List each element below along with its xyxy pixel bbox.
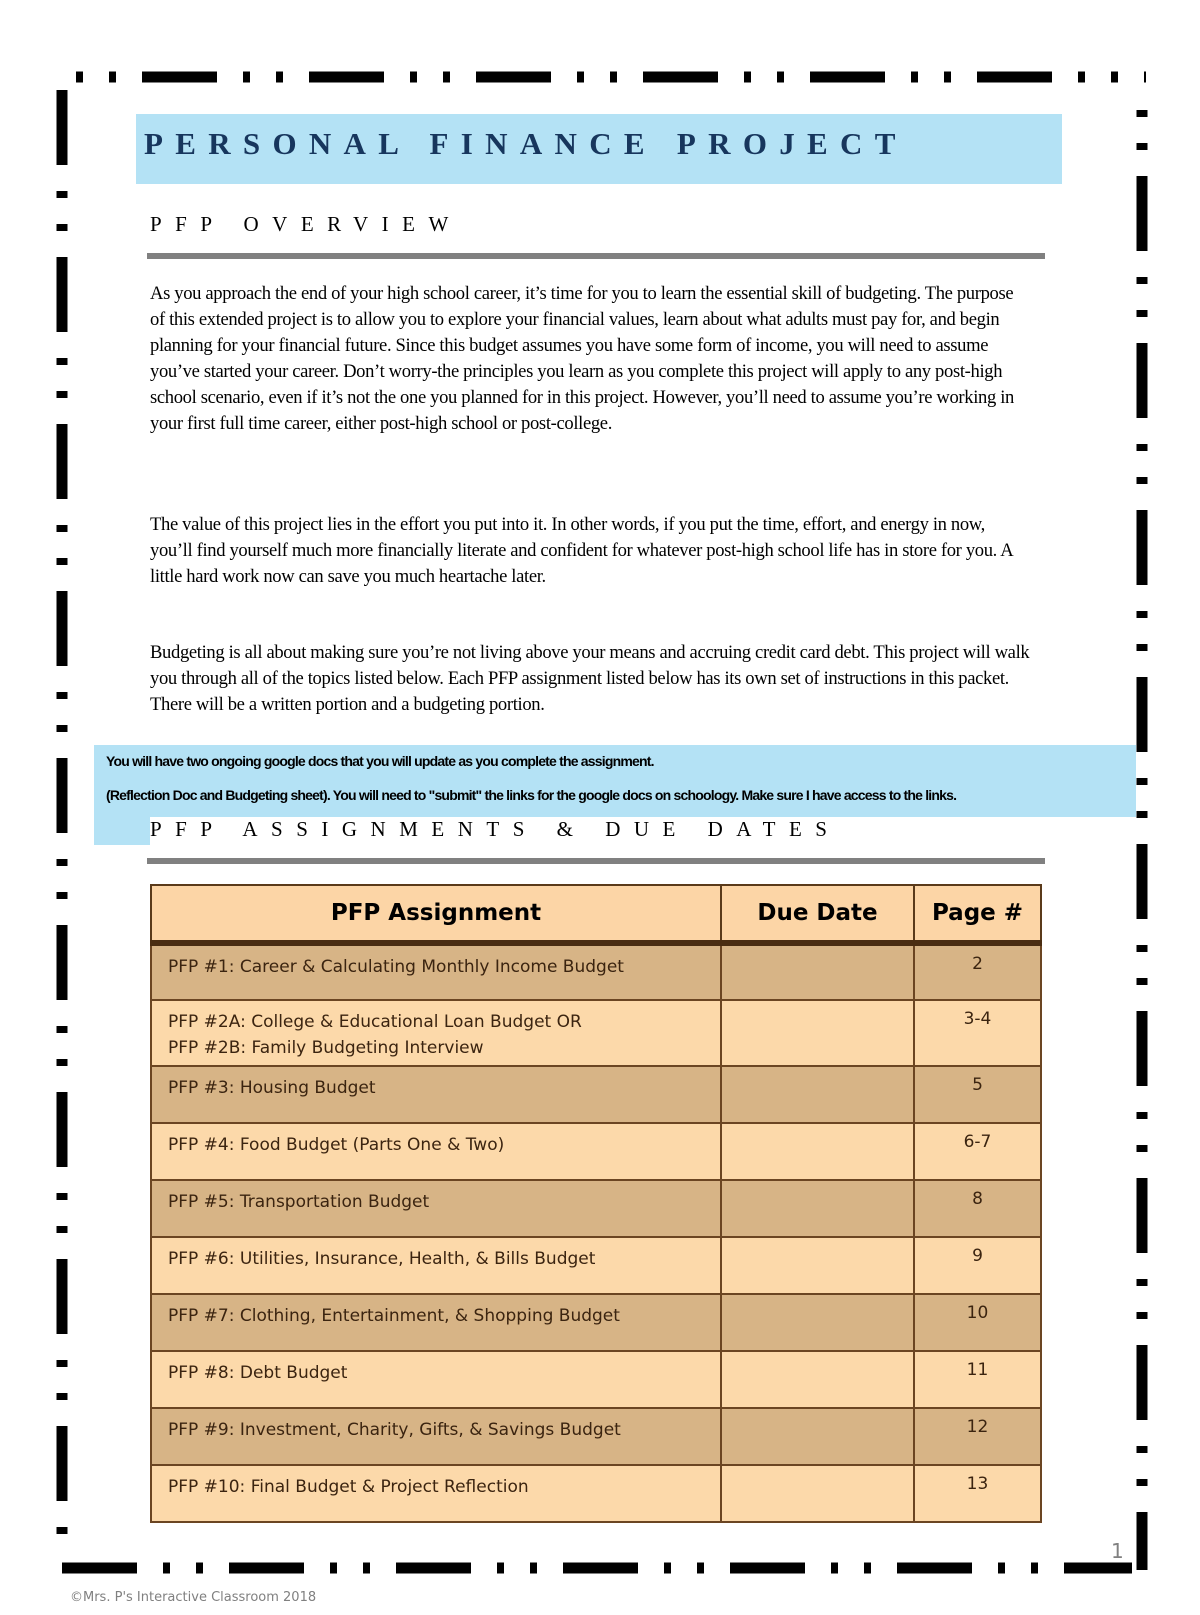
table-header-row xyxy=(151,885,1041,943)
assignments-table xyxy=(150,884,1042,1523)
page-cell: 8 xyxy=(914,1180,1041,1237)
table-row xyxy=(151,1408,1041,1465)
due-date-cell xyxy=(721,943,914,1000)
column-header-page: Page # xyxy=(914,885,1041,943)
due-date-cell xyxy=(721,1351,914,1408)
due-date-cell xyxy=(721,1237,914,1294)
page-cell: 2 xyxy=(914,943,1041,1000)
page-number: 1 xyxy=(1111,1539,1124,1563)
due-date-cell xyxy=(721,1294,914,1351)
table-row xyxy=(151,1465,1041,1522)
assignment-name: PFP #10: Final Budget & Project Reflection xyxy=(168,1477,529,1497)
table-row xyxy=(151,943,1041,1000)
table-row xyxy=(151,1351,1041,1408)
table-row xyxy=(151,1123,1041,1180)
table-row xyxy=(151,1000,1041,1066)
column-header-due-date: Due Date xyxy=(721,885,914,943)
assignments-heading: PFP ASSIGNMENTS & DUE DATES xyxy=(150,817,841,841)
assignment-name: PFP #9: Investment, Charity, Gifts, & Savings Budget xyxy=(168,1420,621,1440)
assignment-name: PFP #1: Career & Calculating Monthly Income Budget xyxy=(168,957,624,977)
page-cell: 9 xyxy=(914,1237,1041,1294)
page-cell: 13 xyxy=(914,1465,1041,1522)
assignment-cell xyxy=(151,1123,721,1180)
assignment-name: PFP #8: Debt Budget xyxy=(168,1363,348,1383)
assignment-name: PFP #2A: College & Educational Loan Budget OR xyxy=(168,1012,582,1032)
column-header-assignment: PFP Assignment xyxy=(151,885,721,943)
assignment-cell xyxy=(151,1294,721,1351)
overview-paragraph-3: Budgeting is all about making sure you’re not living above your means and accruing credit card debt. This project will walk you through all of the topics listed below. Each PFP assignment listed below has its own set of instructions in this packet. There will be a written portion and a budgeting portion. xyxy=(150,642,1030,715)
assignment-cell xyxy=(151,1351,721,1408)
overview-paragraph-2: The value of this project lies in the effort you put into it. In other words, if you put the time, effort, and energy in now, you’ll find yourself much more financially literate and confident for whatever post-high school life has in store for you. A little hard work now can save you much heartache later. xyxy=(150,514,1013,587)
due-date-cell xyxy=(721,1465,914,1522)
overview-heading: PFP OVERVIEW xyxy=(150,212,462,236)
assignment-cell xyxy=(151,1180,721,1237)
due-date-cell xyxy=(721,1123,914,1180)
note-band-stub xyxy=(94,817,150,845)
note-line-2: (Reflection Doc and Budgeting sheet). You will need to "submit" the links for the google docs on schoology. Make sure I have access to the links. xyxy=(106,787,957,803)
assignment-name: PFP #3: Housing Budget xyxy=(168,1078,376,1098)
page-cell: 5 xyxy=(914,1066,1041,1123)
assignment-name: PFP #7: Clothing, Entertainment, & Shopping Budget xyxy=(168,1306,620,1326)
overview-divider xyxy=(147,253,1045,259)
assignment-cell xyxy=(151,1465,721,1522)
assignment-cell xyxy=(151,1066,721,1123)
assignment-cell xyxy=(151,1000,721,1066)
table-row xyxy=(151,1180,1041,1237)
assignments-divider xyxy=(147,858,1045,864)
page-cell: 11 xyxy=(914,1351,1041,1408)
assignment-cell xyxy=(151,1408,721,1465)
assignment-name: PFP #5: Transportation Budget xyxy=(168,1192,430,1212)
due-date-cell xyxy=(721,1066,914,1123)
assignment-name: PFP #6: Utilities, Insurance, Health, & Bills Budget xyxy=(168,1249,596,1269)
table-row xyxy=(151,1237,1041,1294)
page-title: PERSONAL FINANCE PROJECT xyxy=(144,126,908,161)
table-row xyxy=(151,1294,1041,1351)
page-cell: 6-7 xyxy=(914,1123,1041,1180)
table-row xyxy=(151,1066,1041,1123)
overview-paragraph-1: As you approach the end of your high school career, it’s time for you to learn the essential skill of budgeting. The purpose of this extended project is to allow you to explore your financial values, learn about what adults must pay for, and begin planning for your financial future. Since this budget assumes you have some form of income, you will need to assume you’ve started your career. Don’t worry-the principles you learn as you complete this project will apply to any post-high school scenario, even if it’s not the one you planned for in this project. However, you’ll need to assume you’re working in your first full time career, either post-high school or post-college. xyxy=(150,283,1014,434)
due-date-cell xyxy=(721,1408,914,1465)
due-date-cell xyxy=(721,1180,914,1237)
copyright-footer: ©Mrs. P's Interactive Classroom 2018 xyxy=(70,1590,317,1605)
assignment-cell xyxy=(151,1237,721,1294)
page-cell: 12 xyxy=(914,1408,1041,1465)
due-date-cell xyxy=(721,1000,914,1066)
note-line-1: You will have two ongoing google docs that you will update as you complete the assignment. xyxy=(106,753,654,769)
assignment-name: PFP #4: Food Budget (Parts One & Two) xyxy=(168,1135,505,1155)
assignment-cell xyxy=(151,943,721,1000)
page-cell: 3-4 xyxy=(914,1000,1041,1066)
page-cell: 10 xyxy=(914,1294,1041,1351)
assignment-name-alt: PFP #2B: Family Budgeting Interview xyxy=(168,1038,484,1058)
